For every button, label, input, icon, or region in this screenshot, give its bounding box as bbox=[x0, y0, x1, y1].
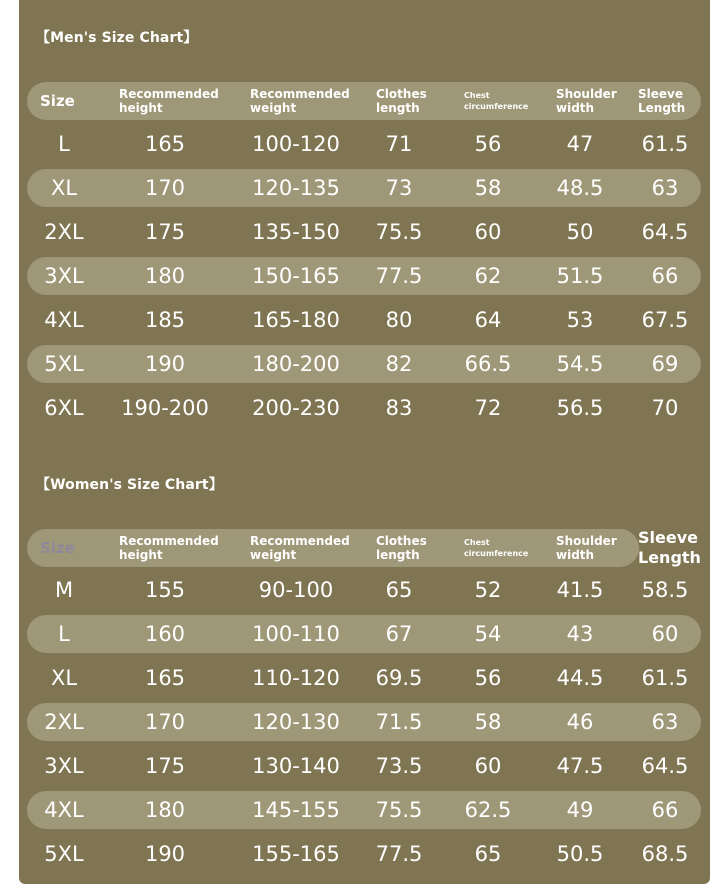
women-cell-shoulder: 43 bbox=[566, 622, 594, 646]
men-cell-length: 73 bbox=[385, 176, 413, 200]
women-table-row bbox=[27, 791, 701, 829]
women-cell-chest: 52 bbox=[474, 578, 502, 602]
men-cell-height: 165 bbox=[144, 132, 186, 156]
men-cell-chest: 56 bbox=[474, 132, 502, 156]
women-table-row bbox=[27, 571, 701, 609]
men-cell-weight: 150-165 bbox=[252, 264, 340, 288]
women-table-row bbox=[27, 659, 701, 697]
women-header-row bbox=[27, 528, 701, 567]
women-cell-length: 75.5 bbox=[375, 798, 423, 822]
women-cell-length: 65 bbox=[385, 578, 413, 602]
men-cell-size: XL bbox=[50, 176, 78, 200]
women-header-shoulder: Shoulder width bbox=[556, 534, 617, 562]
men-cell-shoulder: 48.5 bbox=[556, 176, 604, 200]
men-cell-sleeve: 61.5 bbox=[641, 132, 689, 156]
men-cell-sleeve: 64.5 bbox=[641, 220, 689, 244]
women-cell-chest: 54 bbox=[474, 622, 502, 646]
women-header-height: Recommended height bbox=[119, 534, 219, 562]
women-cell-size: 3XL bbox=[44, 754, 84, 778]
women-cell-height: 190 bbox=[144, 842, 186, 866]
men-cell-weight: 100-120 bbox=[252, 132, 340, 156]
men-cell-shoulder: 54.5 bbox=[556, 352, 604, 376]
women-cell-height: 165 bbox=[144, 666, 186, 690]
women-cell-height: 175 bbox=[144, 754, 186, 778]
women-cell-size: L bbox=[58, 622, 70, 646]
women-cell-sleeve: 64.5 bbox=[641, 754, 689, 778]
women-table-row bbox=[27, 615, 701, 653]
men-cell-chest: 58 bbox=[474, 176, 502, 200]
women-cell-sleeve: 61.5 bbox=[641, 666, 689, 690]
men-cell-shoulder: 53 bbox=[566, 308, 594, 332]
men-cell-length: 80 bbox=[385, 308, 413, 332]
men-cell-height: 185 bbox=[144, 308, 186, 332]
women-cell-chest: 60 bbox=[474, 754, 502, 778]
men-cell-length: 75.5 bbox=[375, 220, 423, 244]
women-header-length: Clothes length bbox=[376, 534, 427, 562]
women-cell-shoulder: 41.5 bbox=[556, 578, 604, 602]
men-cell-shoulder: 56.5 bbox=[556, 396, 604, 420]
men-cell-size: 5XL bbox=[44, 352, 84, 376]
womens-size-chart-title: 【Women's Size Chart】 bbox=[36, 477, 223, 493]
men-cell-size: L bbox=[58, 132, 70, 156]
women-cell-chest: 56 bbox=[474, 666, 502, 690]
women-header-weight: Recommended weight bbox=[250, 534, 350, 562]
women-cell-size: M bbox=[54, 578, 74, 602]
women-cell-weight: 155-165 bbox=[252, 842, 340, 866]
men-table-row bbox=[27, 257, 701, 295]
women-header-size: Size bbox=[40, 539, 75, 557]
men-header-chest: Chest circumference bbox=[464, 91, 529, 111]
men-cell-height: 190-200 bbox=[121, 396, 209, 420]
women-cell-height: 180 bbox=[144, 798, 186, 822]
women-cell-weight: 100-110 bbox=[252, 622, 340, 646]
women-cell-shoulder: 47.5 bbox=[556, 754, 604, 778]
men-cell-height: 180 bbox=[144, 264, 186, 288]
women-cell-weight: 120-130 bbox=[252, 710, 340, 734]
men-cell-chest: 60 bbox=[474, 220, 502, 244]
men-cell-size: 6XL bbox=[44, 396, 84, 420]
men-cell-size: 2XL bbox=[44, 220, 84, 244]
men-cell-height: 170 bbox=[144, 176, 186, 200]
women-table-row bbox=[27, 703, 701, 741]
men-header-row bbox=[27, 82, 701, 120]
men-cell-sleeve: 70 bbox=[651, 396, 679, 420]
women-header-sleeve: Sleeve Length bbox=[638, 528, 701, 567]
men-table-row bbox=[27, 213, 701, 251]
women-cell-shoulder: 44.5 bbox=[556, 666, 604, 690]
women-cell-length: 69.5 bbox=[375, 666, 423, 690]
women-cell-length: 67 bbox=[385, 622, 413, 646]
men-cell-size: 4XL bbox=[44, 308, 84, 332]
men-cell-height: 175 bbox=[144, 220, 186, 244]
men-table-row bbox=[27, 345, 701, 383]
women-cell-sleeve: 60 bbox=[651, 622, 679, 646]
women-table-row bbox=[27, 747, 701, 785]
women-cell-weight: 110-120 bbox=[252, 666, 340, 690]
men-cell-chest: 62 bbox=[474, 264, 502, 288]
men-table-row bbox=[27, 125, 701, 163]
women-cell-length: 77.5 bbox=[375, 842, 423, 866]
men-cell-weight: 135-150 bbox=[252, 220, 340, 244]
men-cell-sleeve: 67.5 bbox=[641, 308, 689, 332]
men-cell-shoulder: 47 bbox=[566, 132, 594, 156]
women-cell-sleeve: 63 bbox=[651, 710, 679, 734]
mens-size-chart-title: 【Men's Size Chart】 bbox=[36, 30, 198, 46]
women-cell-size: 2XL bbox=[44, 710, 84, 734]
men-cell-weight: 120-135 bbox=[252, 176, 340, 200]
women-table-row bbox=[27, 835, 701, 873]
men-header-size: Size bbox=[40, 92, 75, 110]
men-header-height: Recommended height bbox=[119, 87, 219, 115]
women-cell-height: 160 bbox=[144, 622, 186, 646]
men-cell-chest: 72 bbox=[474, 396, 502, 420]
women-cell-height: 170 bbox=[144, 710, 186, 734]
men-cell-weight: 200-230 bbox=[252, 396, 340, 420]
women-cell-chest: 58 bbox=[474, 710, 502, 734]
women-cell-chest: 62.5 bbox=[464, 798, 512, 822]
men-table-row bbox=[27, 169, 701, 207]
women-cell-length: 71.5 bbox=[375, 710, 423, 734]
women-cell-length: 73.5 bbox=[375, 754, 423, 778]
men-cell-length: 83 bbox=[385, 396, 413, 420]
men-cell-length: 71 bbox=[385, 132, 413, 156]
men-cell-weight: 165-180 bbox=[252, 308, 340, 332]
men-table-row bbox=[27, 301, 701, 339]
men-table-row bbox=[27, 389, 701, 427]
men-cell-length: 77.5 bbox=[375, 264, 423, 288]
men-cell-height: 190 bbox=[144, 352, 186, 376]
women-cell-sleeve: 58.5 bbox=[641, 578, 689, 602]
men-cell-weight: 180-200 bbox=[252, 352, 340, 376]
men-cell-shoulder: 50 bbox=[566, 220, 594, 244]
men-cell-length: 82 bbox=[385, 352, 413, 376]
women-cell-shoulder: 50.5 bbox=[556, 842, 604, 866]
men-cell-sleeve: 69 bbox=[651, 352, 679, 376]
women-cell-height: 155 bbox=[144, 578, 186, 602]
men-cell-shoulder: 51.5 bbox=[556, 264, 604, 288]
men-cell-sleeve: 66 bbox=[651, 264, 679, 288]
women-cell-weight: 130-140 bbox=[252, 754, 340, 778]
men-cell-chest: 64 bbox=[474, 308, 502, 332]
women-cell-chest: 65 bbox=[474, 842, 502, 866]
men-header-sleeve: Sleeve Length bbox=[638, 87, 686, 115]
women-header-chest: Chest circumference bbox=[464, 538, 529, 558]
women-cell-sleeve: 66 bbox=[651, 798, 679, 822]
men-cell-sleeve: 63 bbox=[651, 176, 679, 200]
women-cell-size: 4XL bbox=[44, 798, 84, 822]
men-cell-size: 3XL bbox=[44, 264, 84, 288]
men-header-shoulder: Shoulder width bbox=[556, 87, 617, 115]
women-cell-weight: 90-100 bbox=[258, 578, 334, 602]
women-cell-shoulder: 49 bbox=[566, 798, 594, 822]
men-header-weight: Recommended weight bbox=[250, 87, 350, 115]
women-cell-size: 5XL bbox=[44, 842, 84, 866]
women-cell-weight: 145-155 bbox=[252, 798, 340, 822]
women-cell-sleeve: 68.5 bbox=[641, 842, 689, 866]
men-header-length: Clothes length bbox=[376, 87, 427, 115]
women-cell-shoulder: 46 bbox=[566, 710, 594, 734]
men-cell-chest: 66.5 bbox=[464, 352, 512, 376]
women-cell-size: XL bbox=[50, 666, 78, 690]
